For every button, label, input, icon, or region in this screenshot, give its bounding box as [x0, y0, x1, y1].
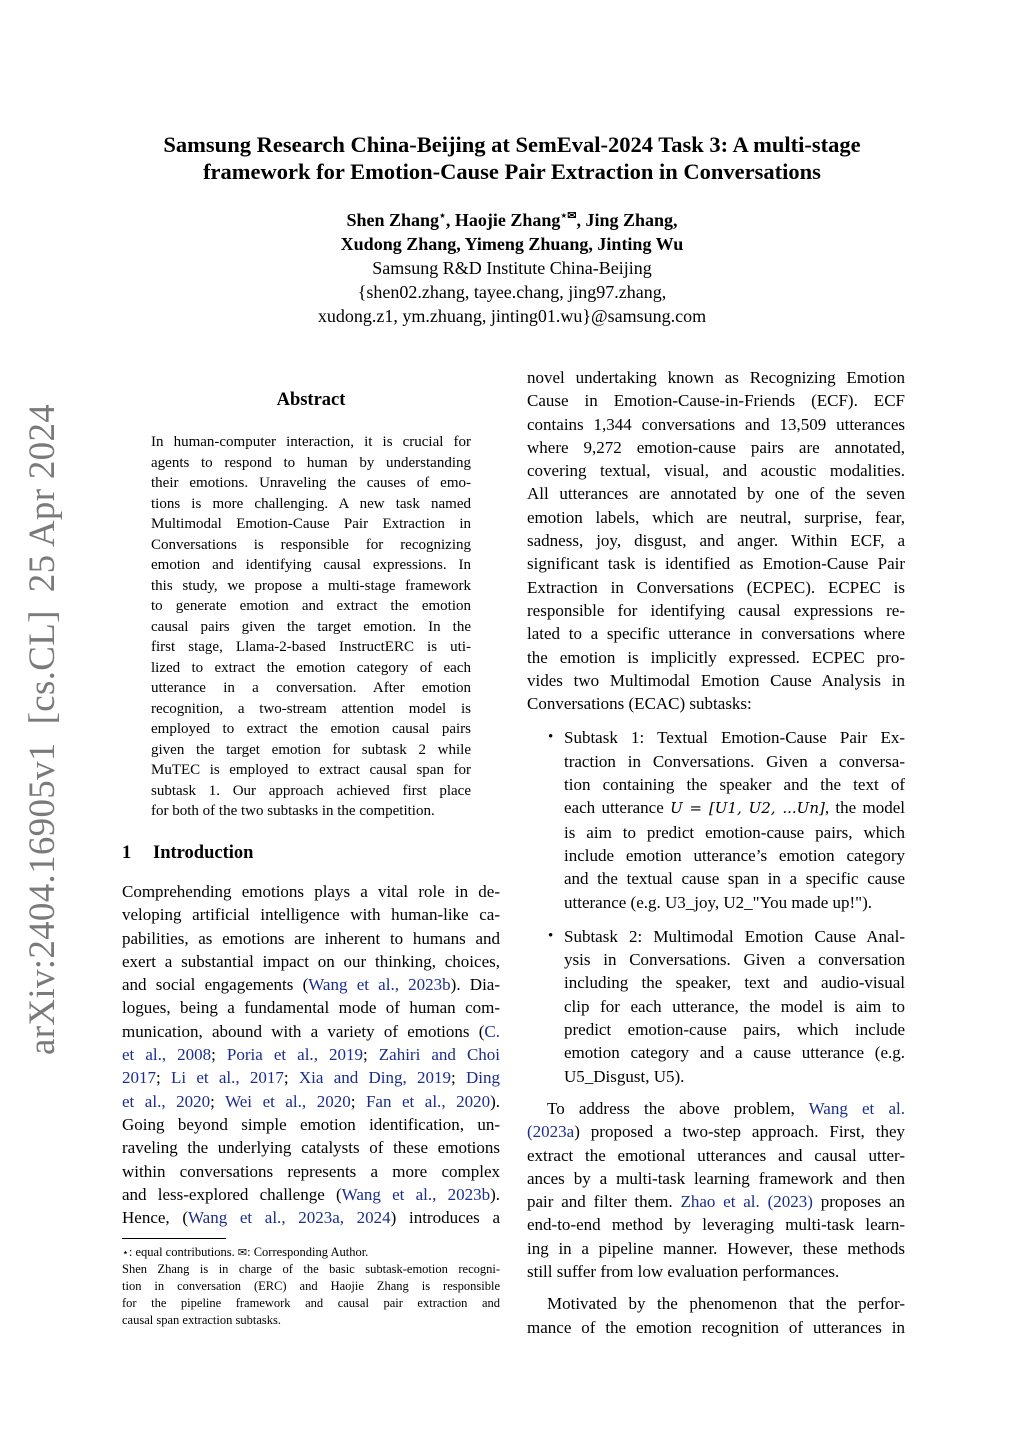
citation-link[interactable]	[308, 975, 450, 994]
text-line: end-to-end method by leveraging multi-task learn-	[527, 1215, 905, 1235]
text-span: pair and filter them.	[527, 1192, 681, 1212]
citation-separator: ,	[301, 1091, 317, 1111]
citation-year: 2020	[176, 1091, 211, 1111]
arxiv-stamp	[18, 403, 68, 1055]
text-span: , the model	[824, 798, 905, 818]
text-span: and less-explored challenge (	[122, 1184, 342, 1204]
corresponding-author-mark: ⋆✉	[560, 210, 577, 222]
abstract-line: agents to respond to human by understanding	[151, 454, 471, 471]
citation-separator: ,	[235, 1068, 250, 1088]
text-line: ing in a pipeline manner. However, these methods	[527, 1238, 905, 1258]
paragraph-gap	[527, 1283, 905, 1292]
author-line-2: Xudong Zhang, Yimeng Zhuang, Jinting Wu	[340, 234, 684, 254]
arxiv-id: arXiv:2404.16905v1	[22, 742, 63, 1055]
text-line: novel undertaking known as Recognizing Emotion	[527, 368, 905, 387]
citation-separator: ,	[313, 1045, 329, 1065]
text-line: Going beyond simple emotion identification, un-	[122, 1114, 500, 1134]
right-column	[527, 366, 905, 1339]
citation-text: Wang et al.	[308, 975, 395, 995]
citation-year: 2017	[249, 1068, 284, 1088]
citation-separator: ;	[210, 1091, 226, 1111]
abstract-heading: Abstract	[276, 390, 346, 410]
citation-year: 2019	[417, 1068, 452, 1088]
text-line: pabilities, as emotions are inherent to humans and	[122, 928, 500, 948]
footnote-rule	[122, 1238, 226, 1239]
text-line: emotion category and a cause utterance (e.g.	[564, 1043, 905, 1063]
citation-text: Poria et al.	[226, 1045, 314, 1065]
text-line: and the textual cause span in a specific cause	[564, 869, 905, 889]
author-name: Haojie Zhang	[454, 210, 561, 230]
emails-line-2: xudong.z1, ym.zhuang, jinting01.wu}@samsung.com	[317, 306, 707, 326]
text-line: veloping artificial intelligence with human-like ca-	[122, 905, 500, 925]
abstract-line: employed to extract the emotion causal pairs	[151, 721, 471, 737]
abstract-line: lized to extract the emotion category of each	[151, 659, 471, 676]
text-line: All utterances are annotated by one of the seven	[527, 484, 905, 504]
emails-line-1: {shen02.zhang, tayee.chang, jing97.zhang,	[357, 282, 667, 302]
text-line: Extraction in Conversations (ECPEC). ECPEC is	[527, 577, 905, 597]
text-line	[527, 1120, 905, 1143]
footnote-line: causal span extraction subtasks.	[122, 1313, 281, 1327]
bullet-icon: •	[548, 927, 554, 944]
citation-year: 2008	[177, 1045, 212, 1065]
footnote-text: : Corresponding Author.	[247, 1245, 369, 1259]
text-line: utterance (e.g. U3_joy, U2_"You made up!").	[564, 892, 873, 912]
bullet-icon: •	[548, 729, 554, 746]
citation-year: 2023a	[532, 1122, 575, 1142]
text-line: vides two Multimodal Emotion Cause Analysis in	[527, 670, 905, 690]
citation-link[interactable]	[299, 1068, 451, 1087]
citation-link[interactable]	[122, 1045, 211, 1064]
text-line	[122, 1206, 500, 1229]
text-line: still suffer from low evaluation performances.	[527, 1261, 840, 1281]
citation-link[interactable]	[227, 1045, 363, 1064]
text-line: raveling the underlying catalysts of these emotions	[122, 1138, 500, 1158]
text-span: munication, abound with a variety of emotions (	[122, 1021, 485, 1041]
arxiv-date: 25 Apr 2024	[22, 403, 63, 593]
section-heading-introduction	[122, 843, 253, 864]
citation-link[interactable]: Wang et al.	[808, 1098, 905, 1118]
footnote-line	[122, 1244, 500, 1261]
text-line: responsible for identifying causal expressions re-	[527, 600, 905, 620]
citation-link[interactable]	[188, 1208, 391, 1227]
text-line: Motivated by the phenomenon that the perfor-	[547, 1294, 905, 1314]
abstract-line: their emotions. Unraveling the causes of emo-	[151, 475, 471, 491]
text-line: lated to a specific utterance in conversations where	[527, 624, 905, 644]
citation-year: 2023a	[298, 1208, 340, 1228]
text-line	[122, 1066, 500, 1089]
math-formula: U = [U1, U2, ...Un]	[670, 799, 825, 818]
abstract-line: subtask 1. Our approach achieved first place	[151, 782, 471, 799]
abstract-line: given the target emotion for subtask 2 while	[151, 741, 471, 758]
text-line: predict emotion-cause pairs, which include	[564, 1020, 905, 1040]
abstract-line: for both of the two subtasks in the competition.	[151, 803, 435, 819]
text-line: clip for each utterance, the model is aim to	[564, 996, 905, 1016]
text-line: contains 1,344 conversations and 13,509 utterances	[527, 414, 905, 434]
bullet-subtask-1	[527, 726, 905, 913]
abstract-line: In human-computer interaction, it is crucial for	[151, 434, 471, 450]
text-span: and social engagements (	[122, 975, 309, 995]
citation-text: et al.	[122, 1045, 162, 1065]
text-line: logues, being a fundamental mode of human com-	[122, 998, 500, 1018]
citation-text: Li et al.	[170, 1068, 236, 1088]
paragraph-prior-work	[527, 1097, 905, 1283]
citation-link[interactable]: Ding	[466, 1068, 500, 1088]
text-line	[122, 1020, 500, 1043]
text-line: mance of the emotion recognition of utterances in	[527, 1317, 905, 1337]
citation-link[interactable]	[122, 1092, 210, 1111]
citation-link[interactable]	[171, 1068, 284, 1087]
text-line	[122, 1183, 500, 1206]
text-line: tion containing the speaker and the text of	[564, 775, 905, 795]
author-name: Shen Zhang	[346, 210, 439, 230]
text-line	[527, 1190, 905, 1213]
text-line: Cause in Emotion-Cause-in-Friends (ECF). ECF	[527, 391, 905, 411]
footnote-line: Shen Zhang is in charge of the basic subtask-emotion recogni-	[122, 1262, 500, 1276]
citation-separator: ;	[156, 1068, 171, 1088]
text-line	[122, 973, 500, 996]
text-line	[122, 1043, 500, 1066]
citation-year: 2020	[456, 1091, 491, 1111]
footnote	[122, 1244, 500, 1329]
text-span: proposes an	[812, 1192, 906, 1212]
paragraph-ecf	[527, 366, 905, 715]
abstract-line: this study, we propose a multi-stage framework	[151, 577, 471, 594]
citation-separator: ;	[283, 1068, 299, 1088]
citation-year: 2019	[328, 1045, 363, 1065]
citation-link[interactable]: Zhao et al. (2023)	[680, 1192, 813, 1212]
bullet-subtask-2	[527, 925, 905, 1088]
text-line: sadness, joy, disgust, and anger. Within ECF, a	[527, 531, 905, 551]
author-separator: ,	[576, 210, 586, 230]
text-line: emotion labels, which are neutral, surprise, fear,	[527, 507, 905, 527]
citation-year: 2024	[356, 1208, 391, 1228]
citation-link[interactable]: 2017	[122, 1068, 156, 1088]
citation-link[interactable]: (2023a	[527, 1122, 575, 1142]
paper-title	[100, 131, 924, 185]
citation-text: Wang et al.	[187, 1208, 282, 1228]
intro-paragraph	[122, 880, 500, 1229]
text-line: the emotion is implicitly expressed. ECPEC pro-	[527, 647, 905, 667]
text-line: include emotion utterance’s emotion category	[564, 845, 905, 865]
abstract-line: emotion and identifying causal expressions. In	[151, 557, 471, 573]
text-span: ).	[490, 1184, 500, 1204]
affiliation: Samsung R&D Institute China-Beijing	[372, 258, 652, 278]
text-span: each utterance	[564, 798, 671, 818]
citation-year: 2023b	[408, 975, 451, 995]
text-line	[122, 1090, 500, 1113]
footnote-text: : equal contributions.	[128, 1245, 238, 1259]
author-name: Jing Zhang,	[585, 210, 678, 230]
section-number: 1	[122, 843, 132, 863]
citation-separator: ,	[281, 1208, 299, 1228]
citation-text: Wang et al.	[341, 1184, 433, 1204]
equal-contribution-mark: ⋆	[439, 210, 446, 222]
citation-separator: ,	[339, 1208, 357, 1228]
citation-text: Wei et al.	[225, 1091, 302, 1111]
abstract-line: to generate emotion and extract the emotion	[151, 598, 471, 614]
text-line: where 9,272 emotion-cause pairs are annotated,	[527, 437, 905, 457]
text-span: ) proposed a two-step approach. First, they	[574, 1122, 905, 1142]
abstract-line: recognition, a two-stream attention model is	[151, 700, 471, 717]
citation-link[interactable]	[366, 1092, 490, 1111]
abstract-body	[151, 432, 471, 822]
text-span: ). Dia-	[450, 975, 501, 995]
citation-year: 2023	[773, 1192, 808, 1212]
text-line: covering textual, visual, and acoustic modalities.	[527, 461, 905, 481]
citation-separator: ;	[451, 1068, 466, 1088]
author-line-1	[200, 208, 824, 232]
citation-text: Fan et al.	[365, 1091, 442, 1111]
text-line: Subtask 2: Multimodal Emotion Cause Anal-	[564, 926, 905, 946]
citation-separator: ,	[161, 1091, 177, 1111]
citation-separator: ,	[441, 1091, 457, 1111]
title-line-1: Samsung Research China-Beijing at SemEval-2024 Task 3: A multi-stage	[163, 132, 861, 157]
citation-separator: ;	[211, 1045, 227, 1065]
text-line	[527, 1097, 905, 1120]
text-span: Hence, (	[122, 1208, 188, 1228]
footnote-line: for the pipeline framework and causal pair extraction and	[122, 1296, 500, 1310]
citation-text: Xia and Ding	[298, 1068, 403, 1088]
abstract-line: first stage, Llama-2-based InstructERC is uti-	[151, 639, 471, 655]
text-line: traction in Conversations. Given a conversa-	[564, 751, 905, 771]
text-line	[564, 796, 905, 820]
citation-separator: ,	[394, 975, 409, 995]
text-span: ) introduces a	[390, 1208, 500, 1228]
text-line: is aim to predict emotion-cause pairs, which	[564, 822, 905, 842]
text-line: significant task is identified as Emotion-Cause Pair	[527, 554, 905, 574]
citation-separator: ,	[161, 1045, 178, 1065]
citation-link[interactable]: C.	[484, 1021, 500, 1041]
text-span: To address the above problem,	[547, 1098, 809, 1118]
citation-year: 2020	[316, 1091, 351, 1111]
abstract-line: Multimodal Emotion-Cause Pair Extraction in	[151, 516, 471, 532]
text-line: U5_Disgust, U5).	[564, 1066, 685, 1086]
envelope-icon: ✉	[237, 1246, 248, 1259]
text-line: within conversations represents a more complex	[122, 1161, 500, 1181]
text-line: including the speaker, text and audio-visual	[564, 973, 905, 993]
section-title: Introduction	[153, 843, 254, 863]
citation-text: Zhao et al.	[680, 1192, 760, 1212]
citation-separator: ;	[362, 1045, 379, 1065]
paragraph-motivation	[527, 1292, 905, 1339]
abstract-line: utterance in a conversation. After emotion	[151, 680, 471, 696]
citation-link[interactable]	[225, 1092, 351, 1111]
citation-separator: ,	[402, 1068, 418, 1088]
title-line-2: framework for Emotion-Cause Pair Extraction in Conversations	[203, 159, 821, 184]
citation-link[interactable]: Zahiri and Choi	[378, 1045, 501, 1065]
author-separator: ,	[445, 210, 455, 230]
footnote-line: tion in conversation (ERC) and Haojie Zhang is responsible	[122, 1279, 500, 1293]
text-line: extract the emotional utterances and causal utter-	[527, 1145, 905, 1165]
citation-separator: ;	[350, 1091, 366, 1111]
text-line: ysis in Conversations. Given a conversation	[564, 950, 905, 970]
text-line: Subtask 1: Textual Emotion-Cause Pair Ex-	[564, 728, 905, 748]
text-line: Comprehending emotions plays a vital role in de-	[122, 882, 500, 901]
text-line: ances by a multi-task learning framework and then	[527, 1168, 905, 1188]
citation-text: et al.	[122, 1091, 162, 1111]
citation-separator: ,	[432, 1184, 448, 1204]
citation-link[interactable]	[342, 1185, 490, 1204]
author-block	[200, 208, 824, 328]
citation-year: 2023b	[447, 1184, 491, 1204]
text-span: ).	[490, 1091, 501, 1111]
star-icon: ⋆	[122, 1246, 129, 1259]
abstract-line: causal pairs given the target emotion. In the	[151, 618, 471, 635]
abstract-line: tions is more challenging. A new task named	[151, 495, 471, 512]
paragraph-gap	[527, 1088, 905, 1097]
abstract-line: Conversations is responsible for recognizing	[151, 536, 471, 553]
arxiv-category: [cs.CL]	[22, 610, 63, 725]
text-line: exert a substantial impact on our thinking, choices,	[122, 951, 500, 971]
abstract-line: MuTEC is employed to extract causal span for	[151, 762, 471, 778]
text-line: Conversations (ECAC) subtasks:	[527, 694, 752, 714]
